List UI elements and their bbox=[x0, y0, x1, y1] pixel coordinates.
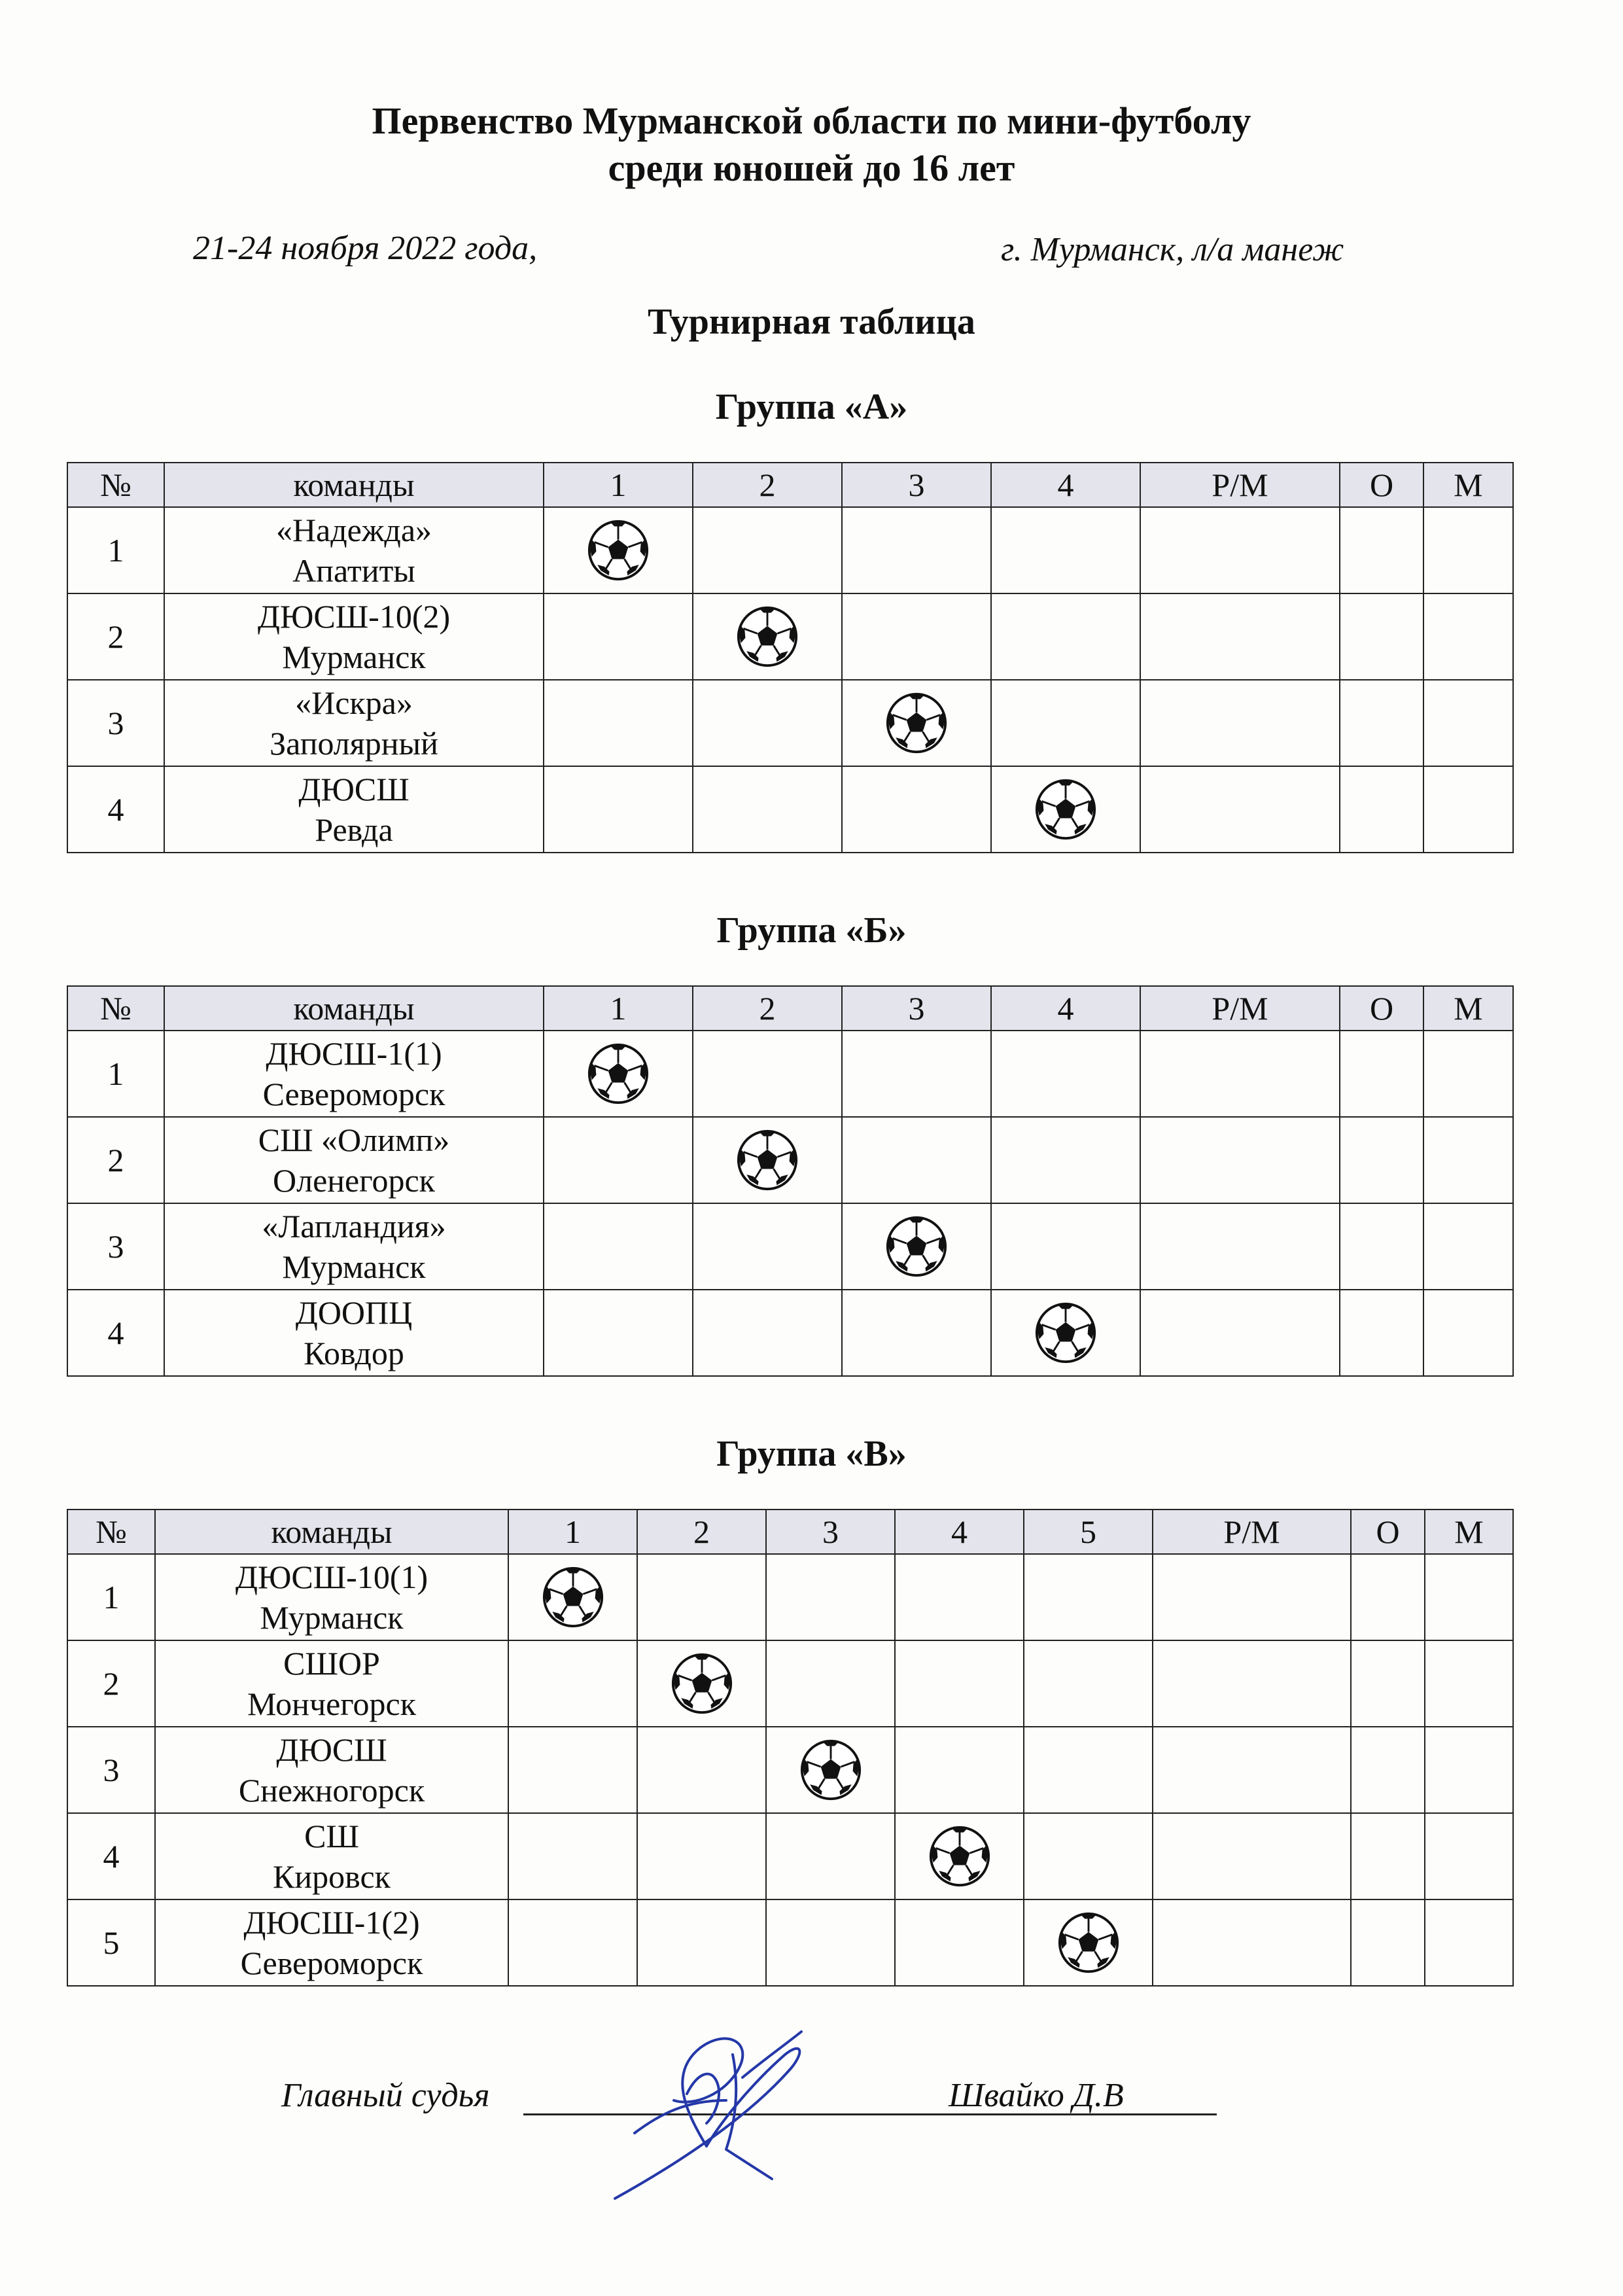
team-name: «Лапландия» bbox=[262, 1208, 446, 1245]
table-row bbox=[67, 680, 1513, 766]
team-city: Мончегорск bbox=[247, 1686, 417, 1722]
team-name: СШ bbox=[304, 1818, 359, 1854]
result-cell bbox=[544, 1117, 693, 1203]
points-cell bbox=[1340, 1031, 1423, 1117]
result-cell bbox=[895, 1554, 1024, 1640]
table-header-row bbox=[67, 1510, 1513, 1554]
table-row bbox=[67, 1117, 1513, 1203]
diagonal-cell bbox=[842, 680, 991, 766]
result-cell bbox=[637, 1899, 766, 1986]
result-cell bbox=[766, 1899, 895, 1986]
soccer-ball-icon bbox=[885, 692, 948, 754]
col-teams-header: команды bbox=[164, 463, 544, 507]
table-row bbox=[67, 1031, 1513, 1117]
place-cell bbox=[1425, 1813, 1513, 1899]
result-cell bbox=[1024, 1640, 1153, 1727]
team-name: «Надежда» bbox=[275, 512, 432, 548]
result-cell bbox=[991, 1031, 1140, 1117]
place-cell bbox=[1425, 1899, 1513, 1986]
result-cell bbox=[508, 1899, 637, 1986]
team-name: ДЮСШ-10(1) bbox=[235, 1559, 428, 1595]
team-name: ДООПЦ bbox=[295, 1294, 413, 1331]
col-3-header: 3 bbox=[842, 986, 991, 1031]
col-points-header: О bbox=[1351, 1510, 1425, 1554]
col-2-header: 2 bbox=[637, 1510, 766, 1554]
team-number: 2 bbox=[67, 593, 164, 680]
result-cell bbox=[508, 1640, 637, 1727]
points-cell bbox=[1340, 1203, 1423, 1290]
col-points-header: О bbox=[1340, 463, 1423, 507]
soccer-ball-icon bbox=[542, 1566, 604, 1629]
points-cell bbox=[1340, 593, 1423, 680]
group-v-body bbox=[67, 1554, 1513, 1986]
result-cell bbox=[842, 1117, 991, 1203]
referee-name: Швайко Д.В bbox=[949, 2077, 1124, 2114]
col-3-header: 3 bbox=[766, 1510, 895, 1554]
signature-mark bbox=[576, 2015, 850, 2212]
goals-cell bbox=[1140, 1203, 1340, 1290]
team-cell bbox=[164, 507, 544, 593]
goals-cell bbox=[1153, 1899, 1351, 1986]
soccer-ball-icon bbox=[671, 1652, 733, 1715]
diagonal-cell bbox=[1024, 1899, 1153, 1986]
team-number: 1 bbox=[67, 507, 164, 593]
table-row bbox=[67, 593, 1513, 680]
points-cell bbox=[1351, 1813, 1425, 1899]
result-cell bbox=[1024, 1554, 1153, 1640]
diagonal-cell bbox=[766, 1727, 895, 1813]
result-cell bbox=[895, 1899, 1024, 1986]
table-row bbox=[67, 1727, 1513, 1813]
points-cell bbox=[1340, 1117, 1423, 1203]
team-number: 4 bbox=[67, 1813, 155, 1899]
goals-cell bbox=[1140, 593, 1340, 680]
team-city: Североморск bbox=[262, 1076, 445, 1112]
col-1-header: 1 bbox=[508, 1510, 637, 1554]
col-goals-header: Р/М bbox=[1140, 986, 1340, 1031]
col-teams-header: команды bbox=[164, 986, 544, 1031]
col-1-header: 1 bbox=[544, 986, 693, 1031]
col-4-header: 4 bbox=[991, 986, 1140, 1031]
result-cell bbox=[842, 507, 991, 593]
place-cell bbox=[1423, 1290, 1513, 1376]
result-cell bbox=[544, 680, 693, 766]
place-cell bbox=[1423, 593, 1513, 680]
soccer-ball-icon bbox=[587, 1042, 650, 1105]
table-row bbox=[67, 1899, 1513, 1986]
col-5-header: 5 bbox=[1024, 1510, 1153, 1554]
result-cell bbox=[991, 1203, 1140, 1290]
col-points-header: О bbox=[1340, 986, 1423, 1031]
points-cell bbox=[1351, 1899, 1425, 1986]
diagonal-cell bbox=[842, 1203, 991, 1290]
event-location: г. Мурманск, л/а манеж bbox=[1001, 231, 1344, 268]
points-cell bbox=[1340, 507, 1423, 593]
team-city: Мурманск bbox=[282, 639, 426, 675]
table-row bbox=[67, 507, 1513, 593]
team-cell bbox=[155, 1813, 508, 1899]
goals-cell bbox=[1140, 680, 1340, 766]
team-number: 3 bbox=[67, 1727, 155, 1813]
goals-cell bbox=[1153, 1727, 1351, 1813]
place-cell bbox=[1423, 1117, 1513, 1203]
goals-cell bbox=[1153, 1640, 1351, 1727]
goals-cell bbox=[1140, 766, 1340, 853]
result-cell bbox=[895, 1727, 1024, 1813]
result-cell bbox=[1024, 1727, 1153, 1813]
team-city: Заполярный bbox=[270, 725, 438, 762]
place-cell bbox=[1425, 1640, 1513, 1727]
soccer-ball-icon bbox=[736, 1129, 799, 1192]
col-2-header: 2 bbox=[693, 463, 842, 507]
place-cell bbox=[1423, 680, 1513, 766]
group-b-body bbox=[67, 1031, 1513, 1376]
team-city: Мурманск bbox=[260, 1599, 404, 1636]
table-row bbox=[67, 1813, 1513, 1899]
result-cell bbox=[637, 1813, 766, 1899]
team-cell bbox=[164, 1290, 544, 1376]
col-place-header: М bbox=[1423, 463, 1513, 507]
result-cell bbox=[991, 1117, 1140, 1203]
goals-cell bbox=[1140, 1290, 1340, 1376]
team-cell bbox=[164, 1117, 544, 1203]
place-cell bbox=[1423, 507, 1513, 593]
result-cell bbox=[693, 680, 842, 766]
team-number: 1 bbox=[67, 1554, 155, 1640]
diagonal-cell bbox=[508, 1554, 637, 1640]
goals-cell bbox=[1153, 1813, 1351, 1899]
team-cell bbox=[164, 1203, 544, 1290]
col-number-header: № bbox=[67, 463, 164, 507]
result-cell bbox=[1024, 1813, 1153, 1899]
table-row bbox=[67, 766, 1513, 853]
place-cell bbox=[1425, 1727, 1513, 1813]
table-row bbox=[67, 1290, 1513, 1376]
team-name: ДЮСШ-1(1) bbox=[266, 1035, 442, 1072]
team-name: «Искра» bbox=[295, 684, 413, 721]
place-cell bbox=[1423, 1031, 1513, 1117]
col-1-header: 1 bbox=[544, 463, 693, 507]
col-4-header: 4 bbox=[895, 1510, 1024, 1554]
result-cell bbox=[693, 507, 842, 593]
result-cell bbox=[544, 1203, 693, 1290]
place-cell bbox=[1423, 766, 1513, 853]
soccer-ball-icon bbox=[928, 1825, 991, 1888]
referee-label: Главный судья bbox=[281, 2077, 490, 2114]
col-place-header: М bbox=[1423, 986, 1513, 1031]
team-number: 4 bbox=[67, 766, 164, 853]
table-header-row bbox=[67, 986, 1513, 1031]
result-cell bbox=[895, 1640, 1024, 1727]
soccer-ball-icon bbox=[1034, 1301, 1097, 1364]
team-number: 5 bbox=[67, 1899, 155, 1986]
team-number: 2 bbox=[67, 1640, 155, 1727]
result-cell bbox=[693, 1203, 842, 1290]
team-city: Апатиты bbox=[292, 552, 415, 589]
result-cell bbox=[766, 1554, 895, 1640]
col-3-header: 3 bbox=[842, 463, 991, 507]
team-number: 2 bbox=[67, 1117, 164, 1203]
group-v-table bbox=[67, 1509, 1514, 1987]
document-title-line2: среди юношей до 16 лет bbox=[608, 147, 1015, 189]
result-cell bbox=[508, 1727, 637, 1813]
team-number: 1 bbox=[67, 1031, 164, 1117]
team-cell bbox=[164, 593, 544, 680]
table-row bbox=[67, 1554, 1513, 1640]
goals-cell bbox=[1140, 507, 1340, 593]
col-teams-header: команды bbox=[155, 1510, 508, 1554]
diagonal-cell bbox=[895, 1813, 1024, 1899]
team-city: Снежногорск bbox=[238, 1772, 425, 1809]
points-cell bbox=[1351, 1554, 1425, 1640]
result-cell bbox=[766, 1640, 895, 1727]
soccer-ball-icon bbox=[587, 519, 650, 582]
col-goals-header: Р/М bbox=[1153, 1510, 1351, 1554]
result-cell bbox=[842, 1290, 991, 1376]
result-cell bbox=[637, 1554, 766, 1640]
team-cell bbox=[155, 1554, 508, 1640]
team-city: Кировск bbox=[273, 1858, 391, 1895]
diagonal-cell bbox=[544, 1031, 693, 1117]
points-cell bbox=[1340, 680, 1423, 766]
goals-cell bbox=[1153, 1554, 1351, 1640]
team-cell bbox=[164, 766, 544, 853]
team-city: Мурманск bbox=[282, 1248, 426, 1285]
diagonal-cell bbox=[991, 1290, 1140, 1376]
diagonal-cell bbox=[544, 507, 693, 593]
result-cell bbox=[544, 766, 693, 853]
team-cell bbox=[155, 1899, 508, 1986]
team-name: ДЮСШ-10(2) bbox=[257, 598, 451, 635]
team-name: ДЮСШ bbox=[298, 771, 410, 807]
group-b-title: Группа «Б» bbox=[716, 910, 907, 951]
result-cell bbox=[544, 1290, 693, 1376]
diagonal-cell bbox=[637, 1640, 766, 1727]
team-cell bbox=[164, 680, 544, 766]
col-goals-header: Р/М bbox=[1140, 463, 1340, 507]
table-row bbox=[67, 1640, 1513, 1727]
diagonal-cell bbox=[693, 1117, 842, 1203]
team-name: ДЮСШ bbox=[276, 1731, 387, 1768]
diagonal-cell bbox=[991, 766, 1140, 853]
group-v-title: Группа «В» bbox=[716, 1434, 907, 1474]
team-city: Ревда bbox=[315, 811, 393, 848]
group-b-table bbox=[67, 985, 1514, 1377]
result-cell bbox=[842, 1031, 991, 1117]
team-cell bbox=[155, 1640, 508, 1727]
table-row bbox=[67, 1203, 1513, 1290]
result-cell bbox=[544, 593, 693, 680]
team-city: Ковдор bbox=[304, 1335, 404, 1371]
team-number: 3 bbox=[67, 1203, 164, 1290]
soccer-ball-icon bbox=[736, 605, 799, 668]
goals-cell bbox=[1140, 1117, 1340, 1203]
result-cell bbox=[693, 766, 842, 853]
group-a-title: Группа «А» bbox=[715, 387, 908, 427]
table-header-row bbox=[67, 463, 1513, 507]
team-cell bbox=[164, 1031, 544, 1117]
result-cell bbox=[842, 593, 991, 680]
col-place-header: М bbox=[1425, 1510, 1513, 1554]
result-cell bbox=[693, 1031, 842, 1117]
team-city: Североморск bbox=[240, 1945, 423, 1981]
result-cell bbox=[991, 593, 1140, 680]
soccer-ball-icon bbox=[1057, 1911, 1120, 1974]
event-dates: 21-24 ноября 2022 года, bbox=[193, 230, 538, 267]
team-name: СШОР bbox=[283, 1645, 380, 1682]
group-a-table bbox=[67, 462, 1514, 853]
soccer-ball-icon bbox=[1034, 778, 1097, 841]
soccer-ball-icon bbox=[799, 1739, 862, 1801]
result-cell bbox=[842, 766, 991, 853]
table-title: Турнирная таблица bbox=[648, 302, 975, 342]
soccer-ball-icon bbox=[885, 1215, 948, 1278]
team-cell bbox=[155, 1727, 508, 1813]
team-number: 4 bbox=[67, 1290, 164, 1376]
team-city: Оленегорск bbox=[273, 1162, 435, 1199]
points-cell bbox=[1351, 1727, 1425, 1813]
group-a-body bbox=[67, 507, 1513, 853]
result-cell bbox=[693, 1290, 842, 1376]
points-cell bbox=[1340, 766, 1423, 853]
points-cell bbox=[1351, 1640, 1425, 1727]
result-cell bbox=[991, 507, 1140, 593]
document-title-line1: Первенство Мурманской области по мини-футболу bbox=[372, 99, 1251, 142]
result-cell bbox=[766, 1813, 895, 1899]
place-cell bbox=[1425, 1554, 1513, 1640]
points-cell bbox=[1340, 1290, 1423, 1376]
col-2-header: 2 bbox=[693, 986, 842, 1031]
col-4-header: 4 bbox=[991, 463, 1140, 507]
result-cell bbox=[991, 680, 1140, 766]
place-cell bbox=[1423, 1203, 1513, 1290]
team-name: СШ «Олимп» bbox=[258, 1122, 450, 1158]
col-number-header: № bbox=[67, 1510, 155, 1554]
team-name: ДЮСШ-1(2) bbox=[243, 1904, 420, 1941]
result-cell bbox=[508, 1813, 637, 1899]
result-cell bbox=[637, 1727, 766, 1813]
team-number: 3 bbox=[67, 680, 164, 766]
col-number-header: № bbox=[67, 986, 164, 1031]
diagonal-cell bbox=[693, 593, 842, 680]
goals-cell bbox=[1140, 1031, 1340, 1117]
